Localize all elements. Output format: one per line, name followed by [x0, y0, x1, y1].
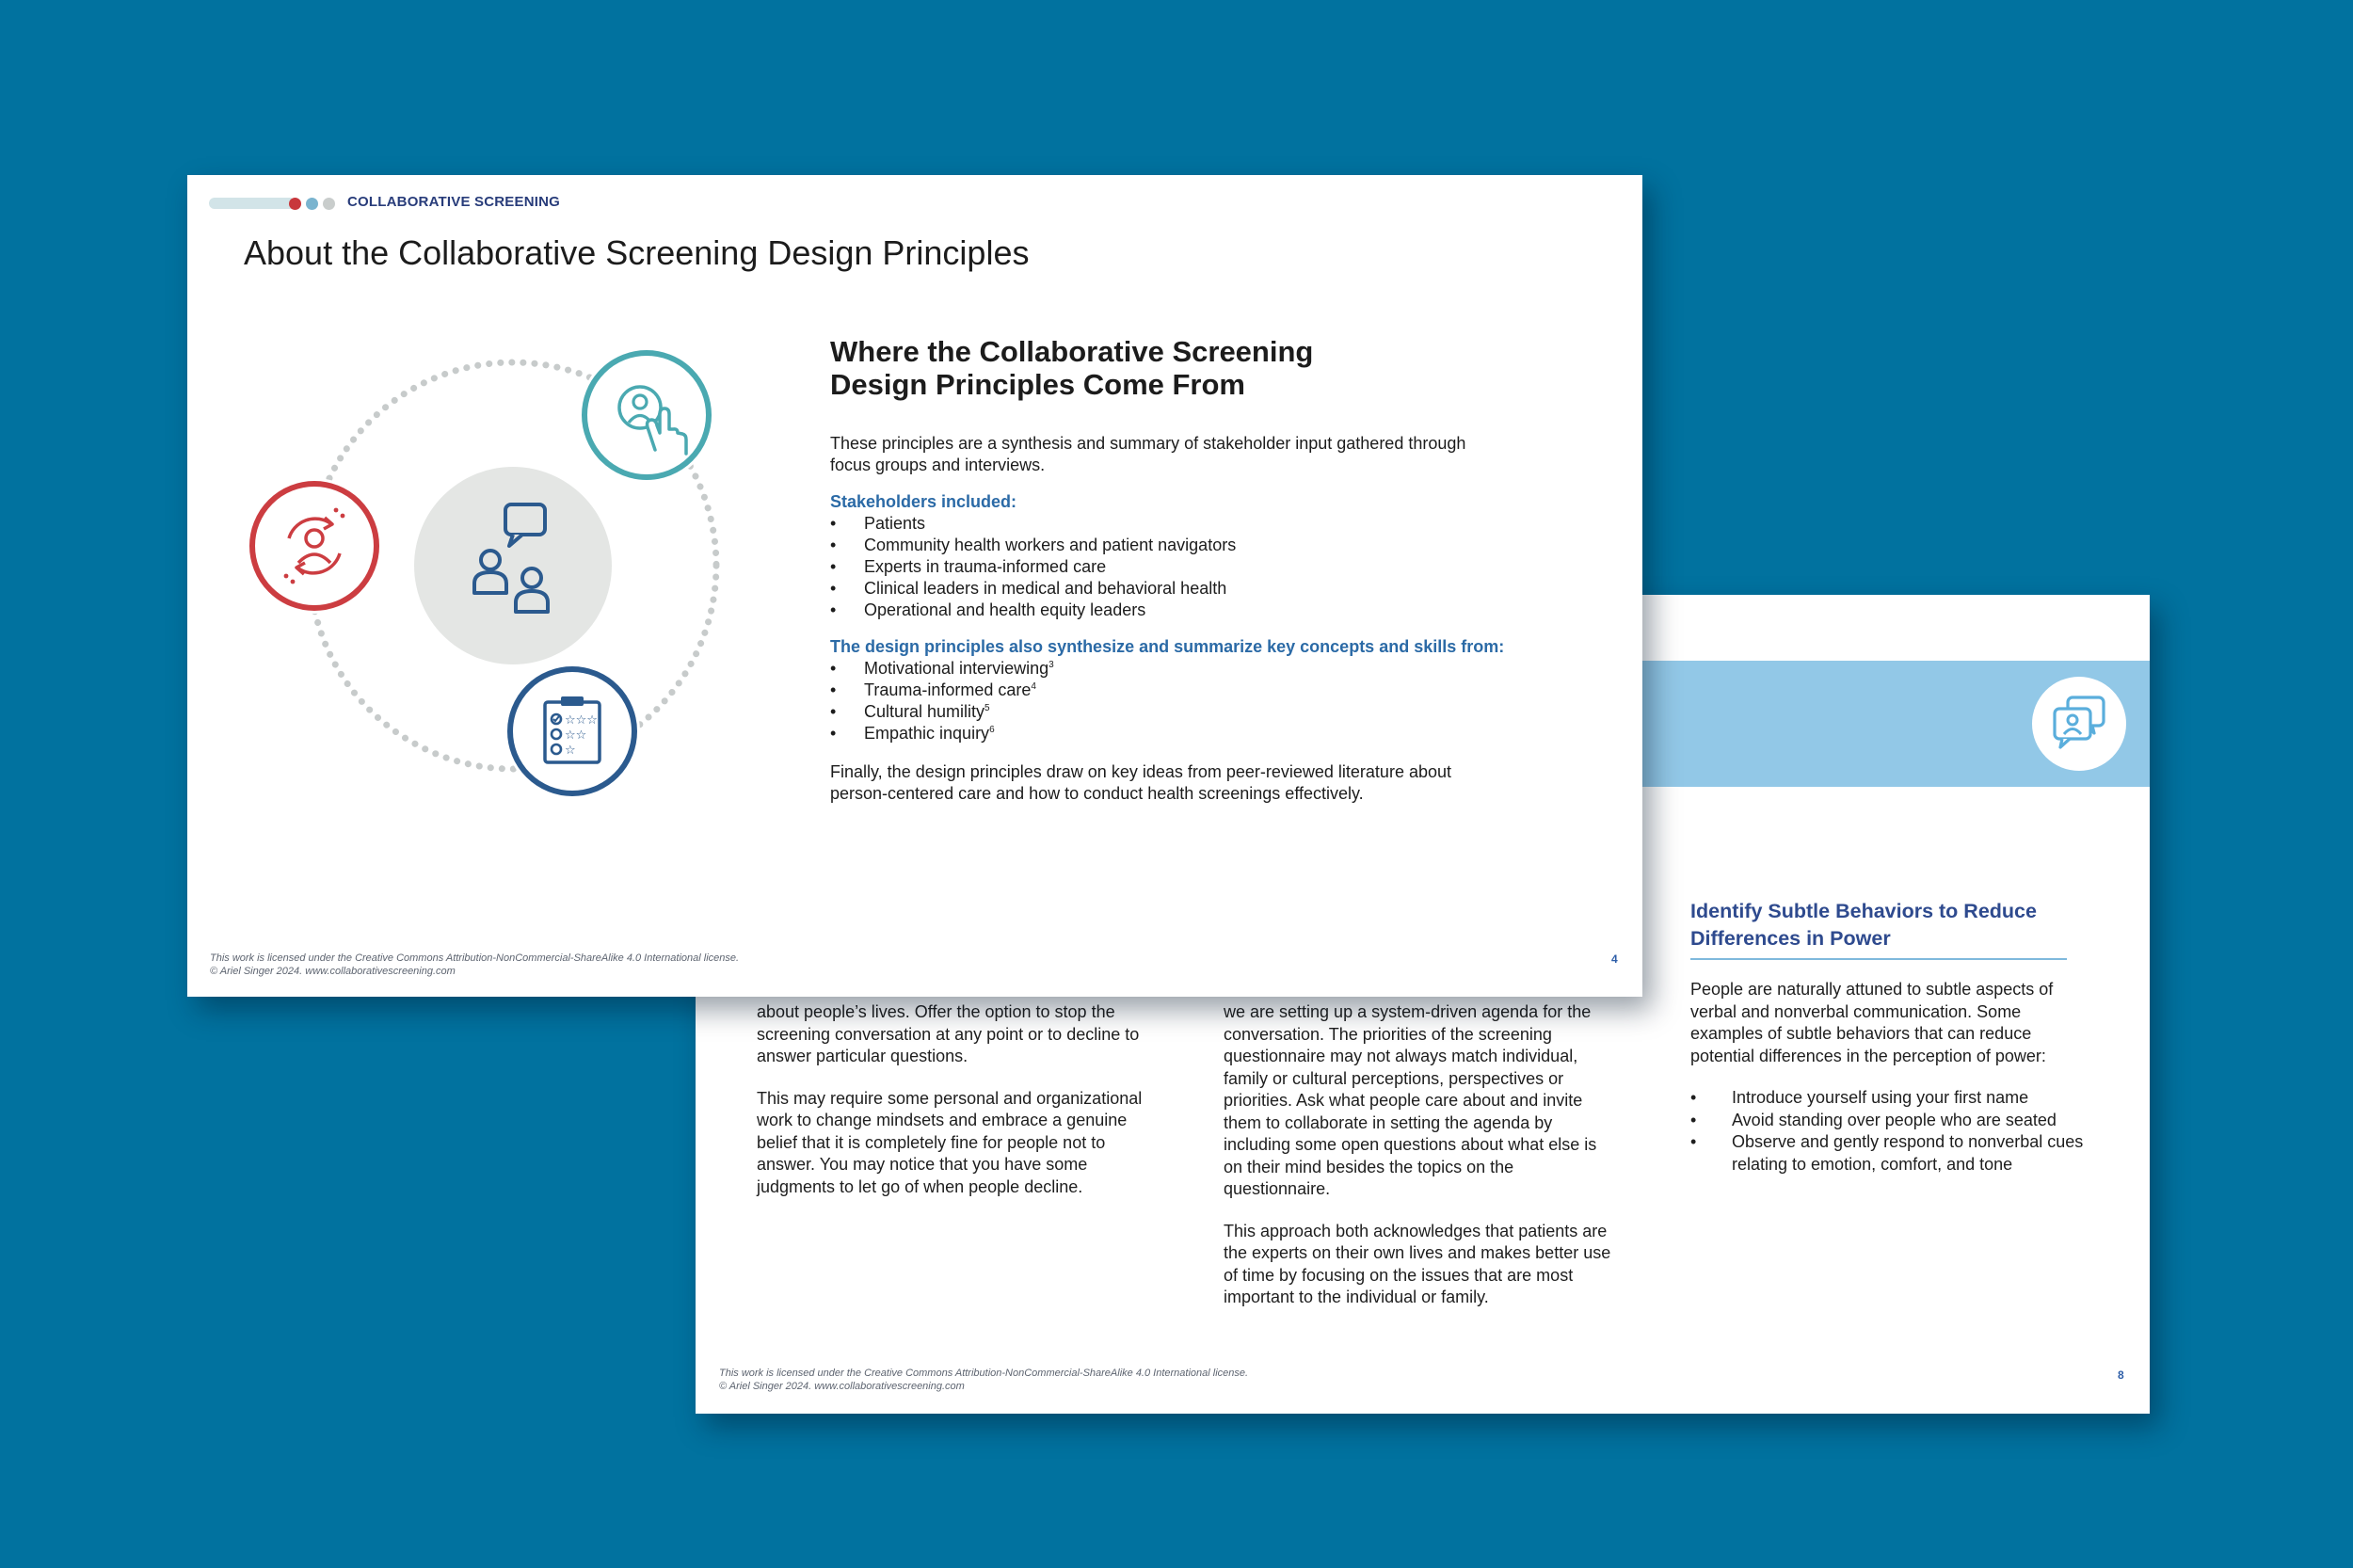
svg-text:☆: ☆: [565, 744, 576, 758]
list-item-text: Motivational interviewing: [864, 659, 1049, 678]
footnote-ref: 3: [1048, 660, 1054, 670]
license-footer: [210, 952, 739, 978]
list-item-text: Avoid standing over people who are seated: [1732, 1110, 2057, 1129]
column-two: [1224, 1001, 1619, 1329]
bullet: •: [1690, 1132, 1697, 1151]
page-number: 4: [1611, 952, 1618, 966]
paragraph: This approach both acknowledges that patients are the experts on their own lives and makes better use of time by focusing on the issues that are most important to the individual or family.: [1224, 1221, 1611, 1306]
list-item-text: Observe and gently respond to nonverbal cues relating to emotion, comfort, and tone: [1732, 1132, 2084, 1174]
gray-dot: [323, 198, 335, 210]
license-line: This work is licensed under the Creative Commons Attribution-NonCommercial-ShareAlike 4.0 International license.: [210, 952, 740, 964]
bullet: •: [830, 557, 837, 576]
bullet: •: [830, 579, 837, 598]
concepts-heading: The design principles also synthesize and summarize key concepts and skills from:: [830, 637, 1505, 656]
red-dot: [289, 198, 301, 210]
conversation-people-icon: [414, 467, 612, 664]
stakeholders-list: [830, 513, 1508, 621]
bullet: •: [1690, 1110, 1697, 1129]
list-item: [830, 513, 1508, 535]
subtitle-line: Design Principles Come From: [830, 368, 1245, 401]
rating-clipboard-icon: [504, 664, 640, 799]
section-heading: Identify Subtle Behaviors to Reduce Differences in Power: [1690, 900, 2037, 950]
bullet: •: [830, 724, 837, 743]
svg-text:☆☆: ☆☆: [565, 728, 587, 743]
list-item: [830, 701, 1508, 723]
subtitle-line: Where the Collaborative Screening: [830, 335, 1314, 368]
stakeholders-heading: Stakeholders included:: [830, 492, 1017, 511]
bullet: •: [830, 536, 837, 554]
person-cycle-icon: [247, 478, 382, 614]
list-item: [830, 723, 1508, 744]
section-subtitle: [830, 335, 1508, 401]
list-item: [1690, 1131, 2095, 1176]
bullet: •: [1690, 1088, 1697, 1107]
list-item: [830, 556, 1508, 578]
person-touch-icon: [579, 347, 714, 483]
list-item-text: Trauma-informed care: [864, 680, 1032, 699]
list-item: [830, 658, 1508, 680]
section-tag: COLLABORATIVE SCREENING: [347, 194, 560, 210]
footnote-ref: 4: [1031, 681, 1036, 692]
list-item: [1690, 1110, 2095, 1132]
paragraph: People are naturally attuned to subtle aspects of verbal and nonverbal communication. Some examples of subtle behaviors that can reduce potential differences in the perception of power:: [1690, 980, 2054, 1065]
closing-paragraph: Finally, the design principles draw on key ideas from peer-reviewed literature about person-centered care and how to conduct health screenings effectively.: [830, 762, 1451, 803]
svg-text:☆☆☆: ☆☆☆: [565, 713, 598, 728]
paragraph: we are setting up a system-driven agenda for the conversation. The priorities of the screening questionnaire may not always match individual, family or cultural perceptions, perspectives or priorities. Ask what people care about and invite them to collaborate in setting the agenda by including some open questions about what else is on their mind besides the topics on the questionnaire.: [1224, 1002, 1597, 1198]
copyright-line: © Ariel Singer 2024. www.collaborativescreening.com: [719, 1381, 965, 1392]
concepts-list: [830, 658, 1508, 744]
list-item-text: Experts in trauma-informed care: [864, 557, 1107, 576]
list-item: [830, 680, 1508, 701]
footnote-ref: 5: [984, 703, 990, 713]
chat-bubbles-person-icon: [2032, 677, 2126, 771]
license-footer: [719, 1367, 1248, 1393]
bullet: •: [830, 702, 837, 721]
list-item-text: Community health workers and patient navigators: [864, 536, 1237, 554]
principles-source: [830, 335, 1508, 805]
footnote-ref: 6: [989, 725, 995, 735]
column-three: [1690, 898, 2095, 1176]
list-item: [830, 578, 1508, 600]
list-item-text: Introduce yourself using your first name: [1732, 1088, 2029, 1107]
bullet: •: [830, 659, 837, 678]
tag-bar: [209, 198, 296, 209]
list-item: [830, 535, 1508, 556]
principles-diagram: [187, 316, 790, 824]
paragraph: This may require some personal and organizational work to change mindsets and embrace a genuine belief that it is completely fine for people not to answer. You may notice that you have some judgments to let go of when people decline.: [757, 1088, 1143, 1196]
behavior-list: [1690, 1087, 2095, 1176]
list-item-text: Clinical leaders in medical and behavioral health: [864, 579, 1227, 598]
list-item-text: Operational and health equity leaders: [864, 600, 1146, 619]
page-title: About the Collaborative Screening Design Principles: [244, 233, 1030, 272]
heading-divider: [1690, 958, 2067, 960]
list-item-text: Empathic inquiry: [864, 724, 990, 743]
blue-dot: [306, 198, 318, 210]
bullet: •: [830, 600, 837, 619]
list-item-text: Cultural humility: [864, 702, 985, 721]
copyright-line: © Ariel Singer 2024. www.collaborativescreening.com: [210, 966, 456, 977]
page-number: 8: [2118, 1368, 2124, 1382]
bullet: •: [830, 514, 837, 533]
list-item: [1690, 1087, 2095, 1110]
bullet: •: [830, 680, 837, 699]
license-line: This work is licensed under the Creative Commons Attribution-NonCommercial-ShareAlike 4.0 International license.: [719, 1368, 1249, 1379]
intro-paragraph: These principles are a synthesis and summary of stakeholder input gathered through focus groups and interviews.: [830, 434, 1466, 474]
list-item: [830, 600, 1508, 621]
column-one: [757, 1001, 1152, 1218]
paragraph: about people’s lives. Offer the option to stop the screening conversation at any point or to decline to answer particular questions.: [757, 1002, 1140, 1065]
list-item-text: Patients: [864, 514, 926, 533]
front-page: [187, 175, 1642, 997]
